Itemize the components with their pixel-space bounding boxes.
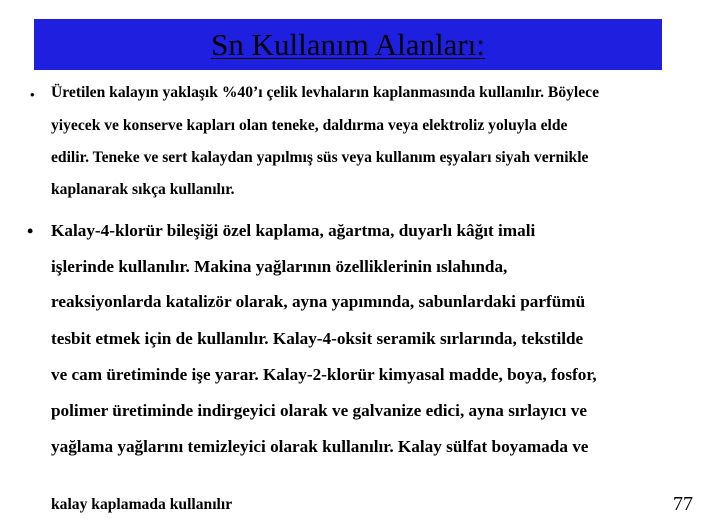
paragraph-line: yiyecek ve konserve kapları olan teneke, daldırma veya elektroliz yoluyla elde [51,117,568,134]
paragraph-line: Kalay-4-klorür bileşiği özel kaplama, ağartma, duyarlı kâğıt imali [51,221,536,240]
bullet-icon: • [30,87,35,102]
paragraph-line: Üretilen kalayın yaklaşık %40’ı çelik levhaların kaplanmasında kullanılır. Böylece [51,84,600,101]
paragraph-line: işlerinde kullanılır. Makina yağlarının özelliklerinin ıslahında, [51,257,508,276]
slide-title: Sn Kullanım Alanları: [211,27,485,62]
paragraph-line: edilir. Teneke ve sert kalaydan yapılmış süs veya kullanım eşyaları siyah vernikle [51,149,589,166]
paragraph-line: ve cam üretiminde işe yarar. Kalay-2-klorür kimyasal madde, boya, fosfor, [51,365,597,384]
title-bar [34,19,662,70]
paragraph-line: yağlama yağlarını temizleyici olarak kullanılır. Kalay sülfat boyamada ve [51,437,589,456]
paragraph-line: reaksiyonlarda katalizör olarak, ayna yapımında, sabunlardaki parfümü [51,292,586,311]
paragraph-line: polimer üretiminde indirgeyici olarak ve galvanize edici, ayna sırlayıcı ve [51,401,587,420]
paragraph-line: tesbit etmek için de kullanılır. Kalay-4-oksit seramik sırlarında, tekstilde [51,329,584,348]
page-number: 77 [673,493,693,515]
paragraph-line: kaplanarak sıkça kullanılır. [51,181,235,198]
paragraph-line: kalay kaplamada kullanılır [51,496,233,513]
bullet-icon: • [27,221,34,241]
